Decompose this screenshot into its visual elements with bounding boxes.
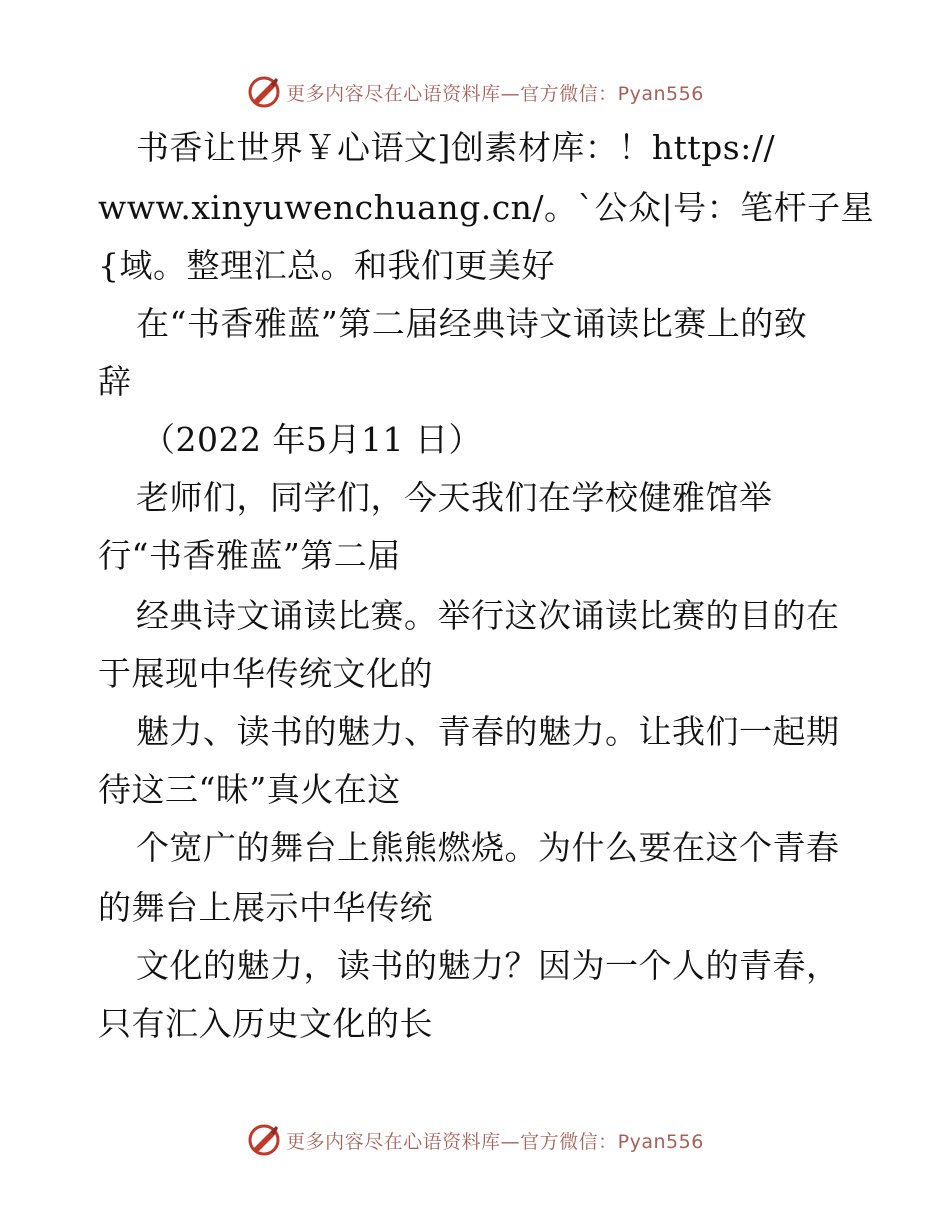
body-line-10: 于展现中华传统文化的 (98, 654, 433, 693)
body-line-1: 书香让世界￥心语文]创素材库：！https:// (136, 128, 776, 167)
body-line-14: 的舞台上展示中华传统 (98, 888, 433, 927)
body-line-8: 行“书香雅蓝”第二届 (98, 536, 401, 575)
footer-banner-text: 更多内容尽在心语资料库—官方微信：Pyan556 (286, 1130, 704, 1153)
speech-title-line-2: 辞 (98, 362, 132, 401)
body-line-16: 只有汇入历史文化的长 (98, 1004, 433, 1043)
header-banner-text: 更多内容尽在心语资料库—官方微信：Pyan556 (286, 82, 704, 105)
header-watermark-banner (0, 72, 950, 112)
body-line-13: 个宽广的舞台上熊熊燃烧。为什么要在这个青春 (136, 828, 840, 867)
body-line-3: {域。整理汇总。和我们更美好 (98, 246, 555, 285)
body-line-11: 魅力、读书的魅力、青春的魅力。让我们一起期 (136, 712, 840, 751)
speech-date: （2022 年5月11 日） (142, 420, 482, 459)
speech-title-line-1: 在“书香雅蓝”第二届经典诗文诵读比赛上的致 (136, 304, 808, 343)
body-line-7: 老师们，同学们，今天我们在学校健雅馆举 (136, 478, 773, 517)
pen-logo-icon (246, 74, 282, 110)
pen-logo-icon (246, 1122, 282, 1158)
body-line-2: www.xinyuwenchuang.cn/。`公众|号：笔杆子星 (98, 188, 875, 227)
footer-watermark-banner (0, 1120, 950, 1160)
body-line-9: 经典诗文诵读比赛。举行这次诵读比赛的目的在 (136, 596, 840, 635)
body-line-15: 文化的魅力，读书的魅力？因为一个人的青春， (136, 946, 840, 985)
body-line-12: 待这三“昧”真火在这 (98, 770, 401, 809)
